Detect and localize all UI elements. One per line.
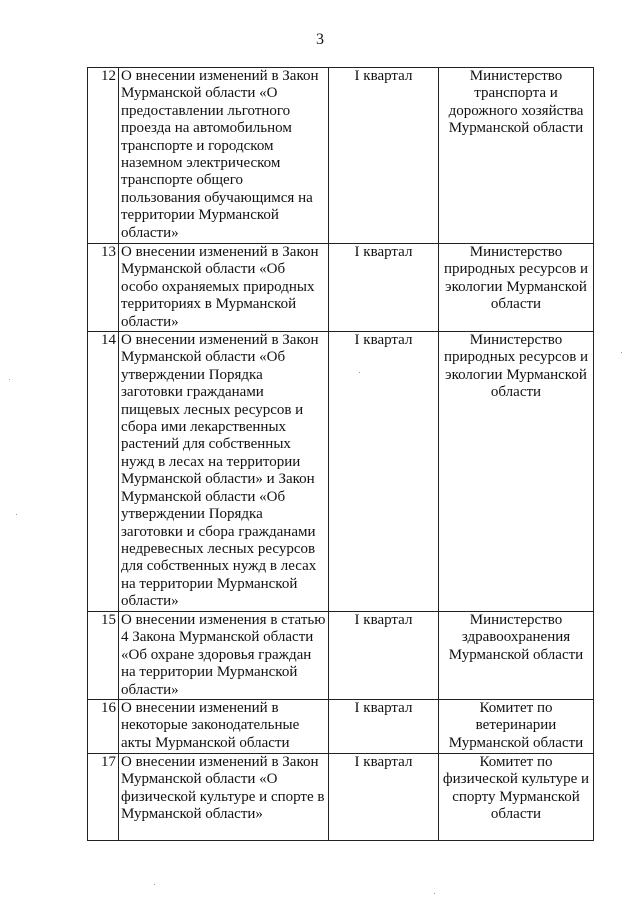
responsible-body: Министерство природных ресурсов и экологии Мурманской области — [439, 332, 594, 612]
deadline: I квартал — [329, 244, 439, 332]
page-number: 3 — [316, 31, 324, 48]
scan-speck — [434, 893, 435, 894]
deadline: I квартал — [329, 612, 439, 700]
responsible-body: Комитет по ветеринарии Мурманской области — [439, 700, 594, 754]
scan-speck — [9, 379, 10, 380]
law-title: О внесении изменений в Закон Мурманской области «О предоставлении льготного проезда на автомобильном транспорте и городском наземном электрическом транспорте общего пользования обучающимся на территории Мурманской области» — [119, 68, 329, 244]
legislative-plan-table — [87, 67, 594, 841]
responsible-body: Министерство транспорта и дорожного хозяйства Мурманской области — [439, 68, 594, 244]
row-number: 12 — [88, 68, 119, 244]
law-title: О внесении изменений в Закон Мурманской области «Об утверждении Порядка заготовки гражданами пищевых лесных ресурсов и сбора ими лекарственных растений для собственных нужд в лесах на территории Мурманской области» и Закон Мурманской области «Об утверждении Порядка заготовки и сбора гражданами недревесных лесных ресурсов для собственных нужд в лесах на территории Мурманской области» — [119, 332, 329, 612]
law-title: О внесении изменений в Закон Мурманской области «О физической культуре и спорте в Мурманской области» — [119, 754, 329, 841]
scan-speck — [621, 352, 622, 353]
law-title: О внесении изменений в Закон Мурманской области «Об особо охраняемых природных территориях в Мурманской области» — [119, 244, 329, 332]
scan-speck — [359, 372, 360, 373]
responsible-body: Комитет по физической культуре и спорту Мурманской области — [439, 754, 594, 841]
table-row — [88, 244, 594, 332]
law-title: О внесении изменения в статью 4 Закона Мурманской области «Об охране здоровья граждан на территории Мурманской области» — [119, 612, 329, 700]
table-row — [88, 700, 594, 754]
law-title: О внесении изменений в некоторые законодательные акты Мурманской области — [119, 700, 329, 754]
scan-speck — [154, 884, 155, 885]
deadline: I квартал — [329, 332, 439, 612]
row-number: 13 — [88, 244, 119, 332]
responsible-body: Министерство природных ресурсов и экологии Мурманской области — [439, 244, 594, 332]
scan-speck — [16, 514, 17, 515]
deadline: I квартал — [329, 700, 439, 754]
row-number: 17 — [88, 754, 119, 841]
table-row — [88, 754, 594, 841]
row-number: 15 — [88, 612, 119, 700]
deadline: I квартал — [329, 68, 439, 244]
table-row — [88, 332, 594, 612]
table-row — [88, 612, 594, 700]
table-row — [88, 68, 594, 244]
deadline: I квартал — [329, 754, 439, 841]
row-number: 14 — [88, 332, 119, 612]
row-number: 16 — [88, 700, 119, 754]
responsible-body: Министерство здравоохранения Мурманской области — [439, 612, 594, 700]
